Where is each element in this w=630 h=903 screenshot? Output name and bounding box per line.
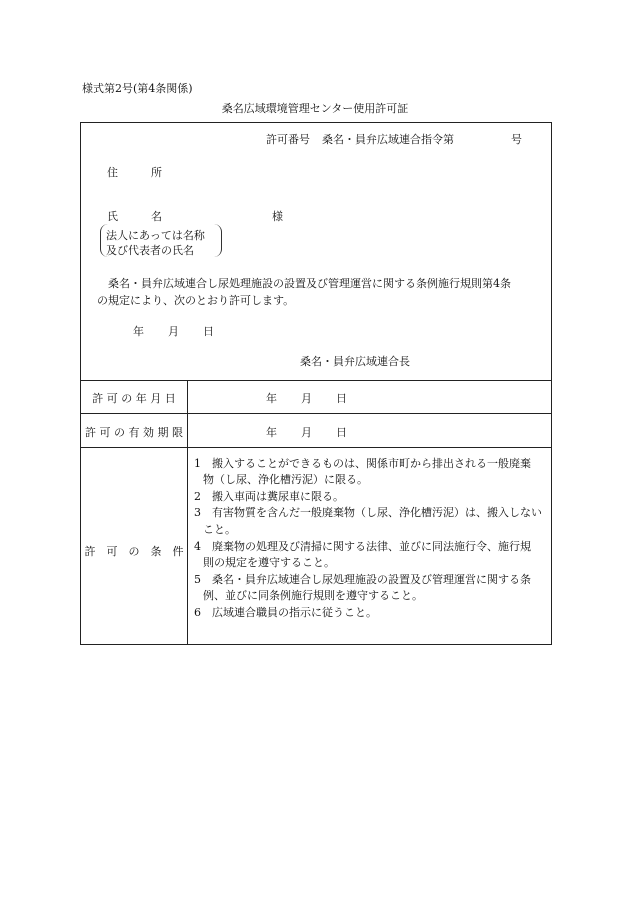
permit-number-text: 桑名・員弁広域連合指令第: [322, 133, 454, 146]
condition-line: 6 広域連合職員の指示に従うこと。: [194, 606, 377, 619]
condition-line: 物（し尿、浄化槽汚泥）に限る。: [203, 473, 368, 486]
honorific: 様: [272, 210, 283, 223]
validity-day: 日: [336, 426, 347, 439]
form-number-label: 様式第2号(第4条関係): [82, 82, 193, 95]
document-title: 桑名広域環境管理センター使用許可証: [221, 102, 409, 115]
permit-date-label: 許 可 の 年 月 日: [92, 392, 176, 405]
condition-line: 1 搬入することができるものは、関係市町から排出される一般廃棄: [194, 457, 531, 470]
permit-date-month: 月: [301, 392, 312, 405]
address-label: 住 所: [107, 166, 162, 179]
condition-line: 則の規定を遵守すること。: [203, 556, 335, 569]
corp-note-line-2: 及び代表者の氏名: [106, 244, 194, 257]
name-label: 氏 名: [107, 210, 162, 223]
permit-date-year: 年: [266, 392, 277, 405]
condition-line: 例、並びに同条例施行規則を遵守すること。: [203, 589, 423, 602]
corp-note-line-1: 法人にあっては名称: [106, 229, 205, 242]
condition-line: 5 桑名・員弁広域連合し尿処理施設の設置及び管理運営に関する条: [194, 573, 531, 586]
validity-month: 月: [301, 426, 312, 439]
condition-line: こと。: [203, 523, 236, 536]
validity-label: 許 可 の 有 効 期 限: [85, 426, 183, 439]
issue-date-day: 日: [203, 325, 214, 338]
divider: [80, 380, 552, 381]
validity-year: 年: [266, 426, 277, 439]
condition-line: 4 廃棄物の処理及び清掃に関する法律、並びに同法施行令、施行規: [194, 540, 531, 553]
column-divider: [187, 380, 188, 645]
condition-line: 2 搬入車両は糞尿車に限る。: [194, 490, 344, 503]
divider: [80, 413, 552, 414]
permit-body-line-2: の規定により、次のとおり許可します。: [97, 294, 295, 307]
condition-line: 3 有害物質を含んだ一般廃棄物（し尿、浄化槽汚泥）は、搬入しない: [194, 506, 542, 519]
permit-number-label: 許可番号: [266, 133, 310, 146]
conditions-label: 許 可 の 条 件: [84, 545, 184, 558]
permit-body-line-1: 桑名・員弁広域連合し尿処理施設の設置及び管理運営に関する条例施行規則第4条: [108, 277, 511, 290]
issue-date-month: 月: [168, 325, 179, 338]
issuer-name: 桑名・員弁広域連合長: [300, 355, 410, 368]
permit-number-suffix: 号: [511, 133, 522, 146]
issue-date-year: 年: [133, 325, 144, 338]
divider: [80, 447, 552, 448]
permit-date-day: 日: [336, 392, 347, 405]
